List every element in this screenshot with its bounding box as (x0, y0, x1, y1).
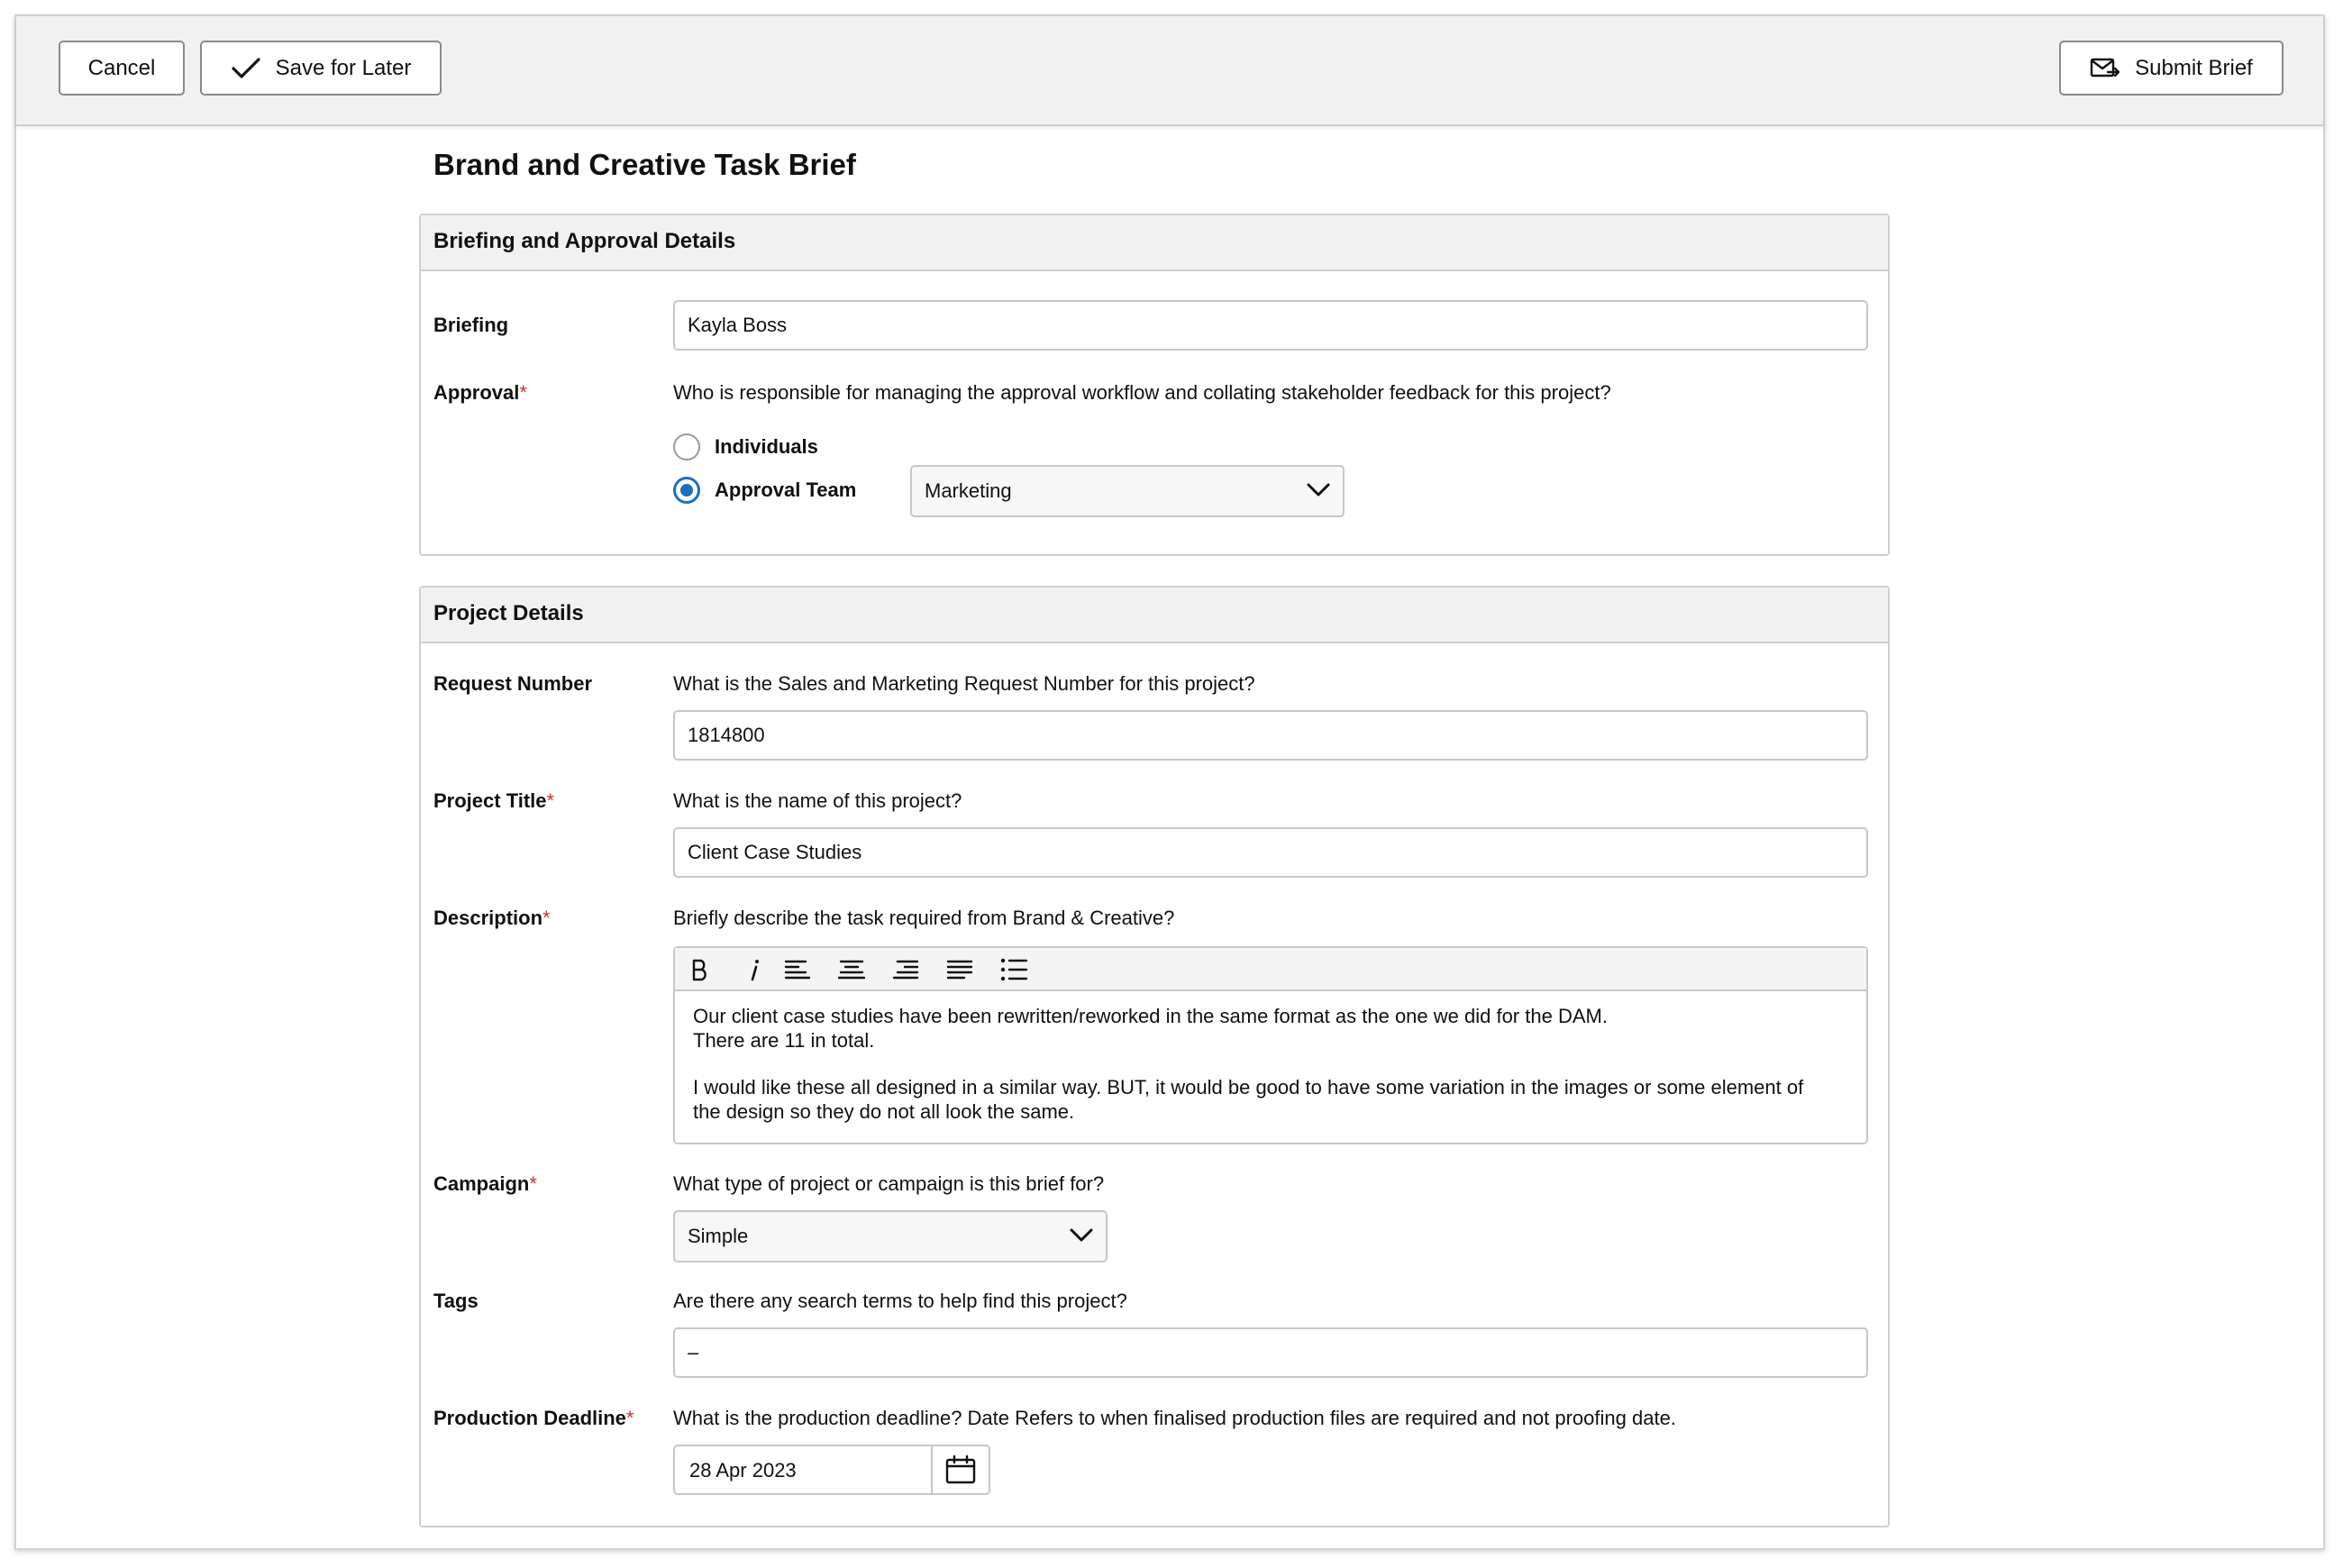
request-number-question: What is the Sales and Marketing Request Number for this project? (673, 672, 1255, 695)
description-line-1: Our client case studies have been rewritten/reworked in the same format as the one we did for the DAM. (693, 1005, 1608, 1027)
approval-label: Approval* (433, 381, 527, 404)
project-details-header (421, 588, 1888, 643)
description-line-3: I would like these all designed in a similar way. BUT, it would be good to have some variation in the images or some element of the design so they do not all look the same. (693, 1076, 1804, 1123)
radio-approval-team[interactable] (673, 477, 856, 504)
production-deadline-label: Production Deadline* (433, 1407, 634, 1429)
description-label: Description* (433, 907, 551, 929)
request-number-label: Request Number (433, 672, 593, 695)
calendar-icon[interactable] (931, 1446, 989, 1493)
submit-label: Submit Brief (2135, 55, 2253, 80)
description-question: Briefly describe the task required from Brand & Creative? (673, 907, 1175, 929)
tags-question: Are there any search terms to help find this project? (673, 1290, 1127, 1312)
bullet-list-icon[interactable] (999, 955, 1028, 984)
approval-team-select[interactable] (910, 465, 1345, 517)
bold-icon[interactable] (686, 955, 715, 984)
justify-icon[interactable] (945, 955, 974, 984)
required-marker: * (519, 381, 527, 404)
description-text[interactable] (693, 1004, 1830, 1124)
align-right-icon[interactable] (891, 955, 920, 984)
required-marker: * (529, 1172, 537, 1195)
production-deadline-question: What is the production deadline? Date Refers to when finalised production files are required and not proofing date. (673, 1407, 1676, 1429)
editor-toolbar (675, 948, 1866, 991)
campaign-label: Campaign* (433, 1172, 537, 1195)
radio-approval-team-circle[interactable] (673, 477, 700, 504)
briefing-input[interactable] (673, 300, 1868, 351)
project-title-input[interactable] (673, 827, 1868, 878)
required-marker: * (546, 789, 555, 812)
page-title: Brand and Creative Task Brief (433, 148, 856, 181)
radio-approval-team-label: Approval Team (715, 479, 857, 501)
tags-value: – (688, 1341, 699, 1363)
approval-question: Who is responsible for managing the approval workflow and collating stakeholder feedback for this project? (673, 381, 1611, 404)
production-deadline-value: 28 Apr 2023 (689, 1459, 797, 1481)
campaign-question: What type of project or campaign is this brief for? (673, 1172, 1105, 1195)
project-title-value: Client Case Studies (688, 841, 862, 863)
tags-label: Tags (433, 1290, 479, 1312)
chevron-down-icon (1070, 1225, 1093, 1248)
request-number-input[interactable] (673, 710, 1868, 761)
briefing-value: Kayla Boss (688, 314, 788, 336)
required-marker: * (542, 907, 551, 929)
approval-team-value: Marketing (925, 479, 1012, 502)
campaign-value: Simple (688, 1225, 749, 1247)
chevron-down-icon (1307, 479, 1330, 503)
request-number-value: 1814800 (688, 724, 765, 746)
briefing-label: Briefing (433, 314, 509, 336)
italic-icon[interactable] (740, 955, 769, 984)
briefing-approval-title: Briefing and Approval Details (433, 229, 736, 253)
radio-individuals-circle[interactable] (673, 433, 700, 460)
cancel-label: Cancel (87, 55, 156, 80)
description-editor[interactable] (673, 946, 1868, 1144)
align-center-icon[interactable] (837, 955, 866, 984)
campaign-select[interactable] (673, 1210, 1108, 1263)
tags-input[interactable] (673, 1327, 1868, 1378)
radio-individuals-label: Individuals (715, 435, 818, 458)
description-line-2: There are 11 in total. (693, 1029, 875, 1052)
production-deadline-input[interactable] (673, 1445, 990, 1495)
radio-individuals[interactable] (673, 433, 818, 460)
project-details-title: Project Details (433, 601, 584, 625)
project-title-question: What is the name of this project? (673, 789, 962, 812)
save-label: Save for Later (275, 55, 412, 80)
briefing-approval-header (421, 215, 1888, 271)
project-title-label: Project Title* (433, 789, 555, 812)
required-marker: * (625, 1407, 634, 1429)
align-left-icon[interactable] (783, 955, 812, 984)
